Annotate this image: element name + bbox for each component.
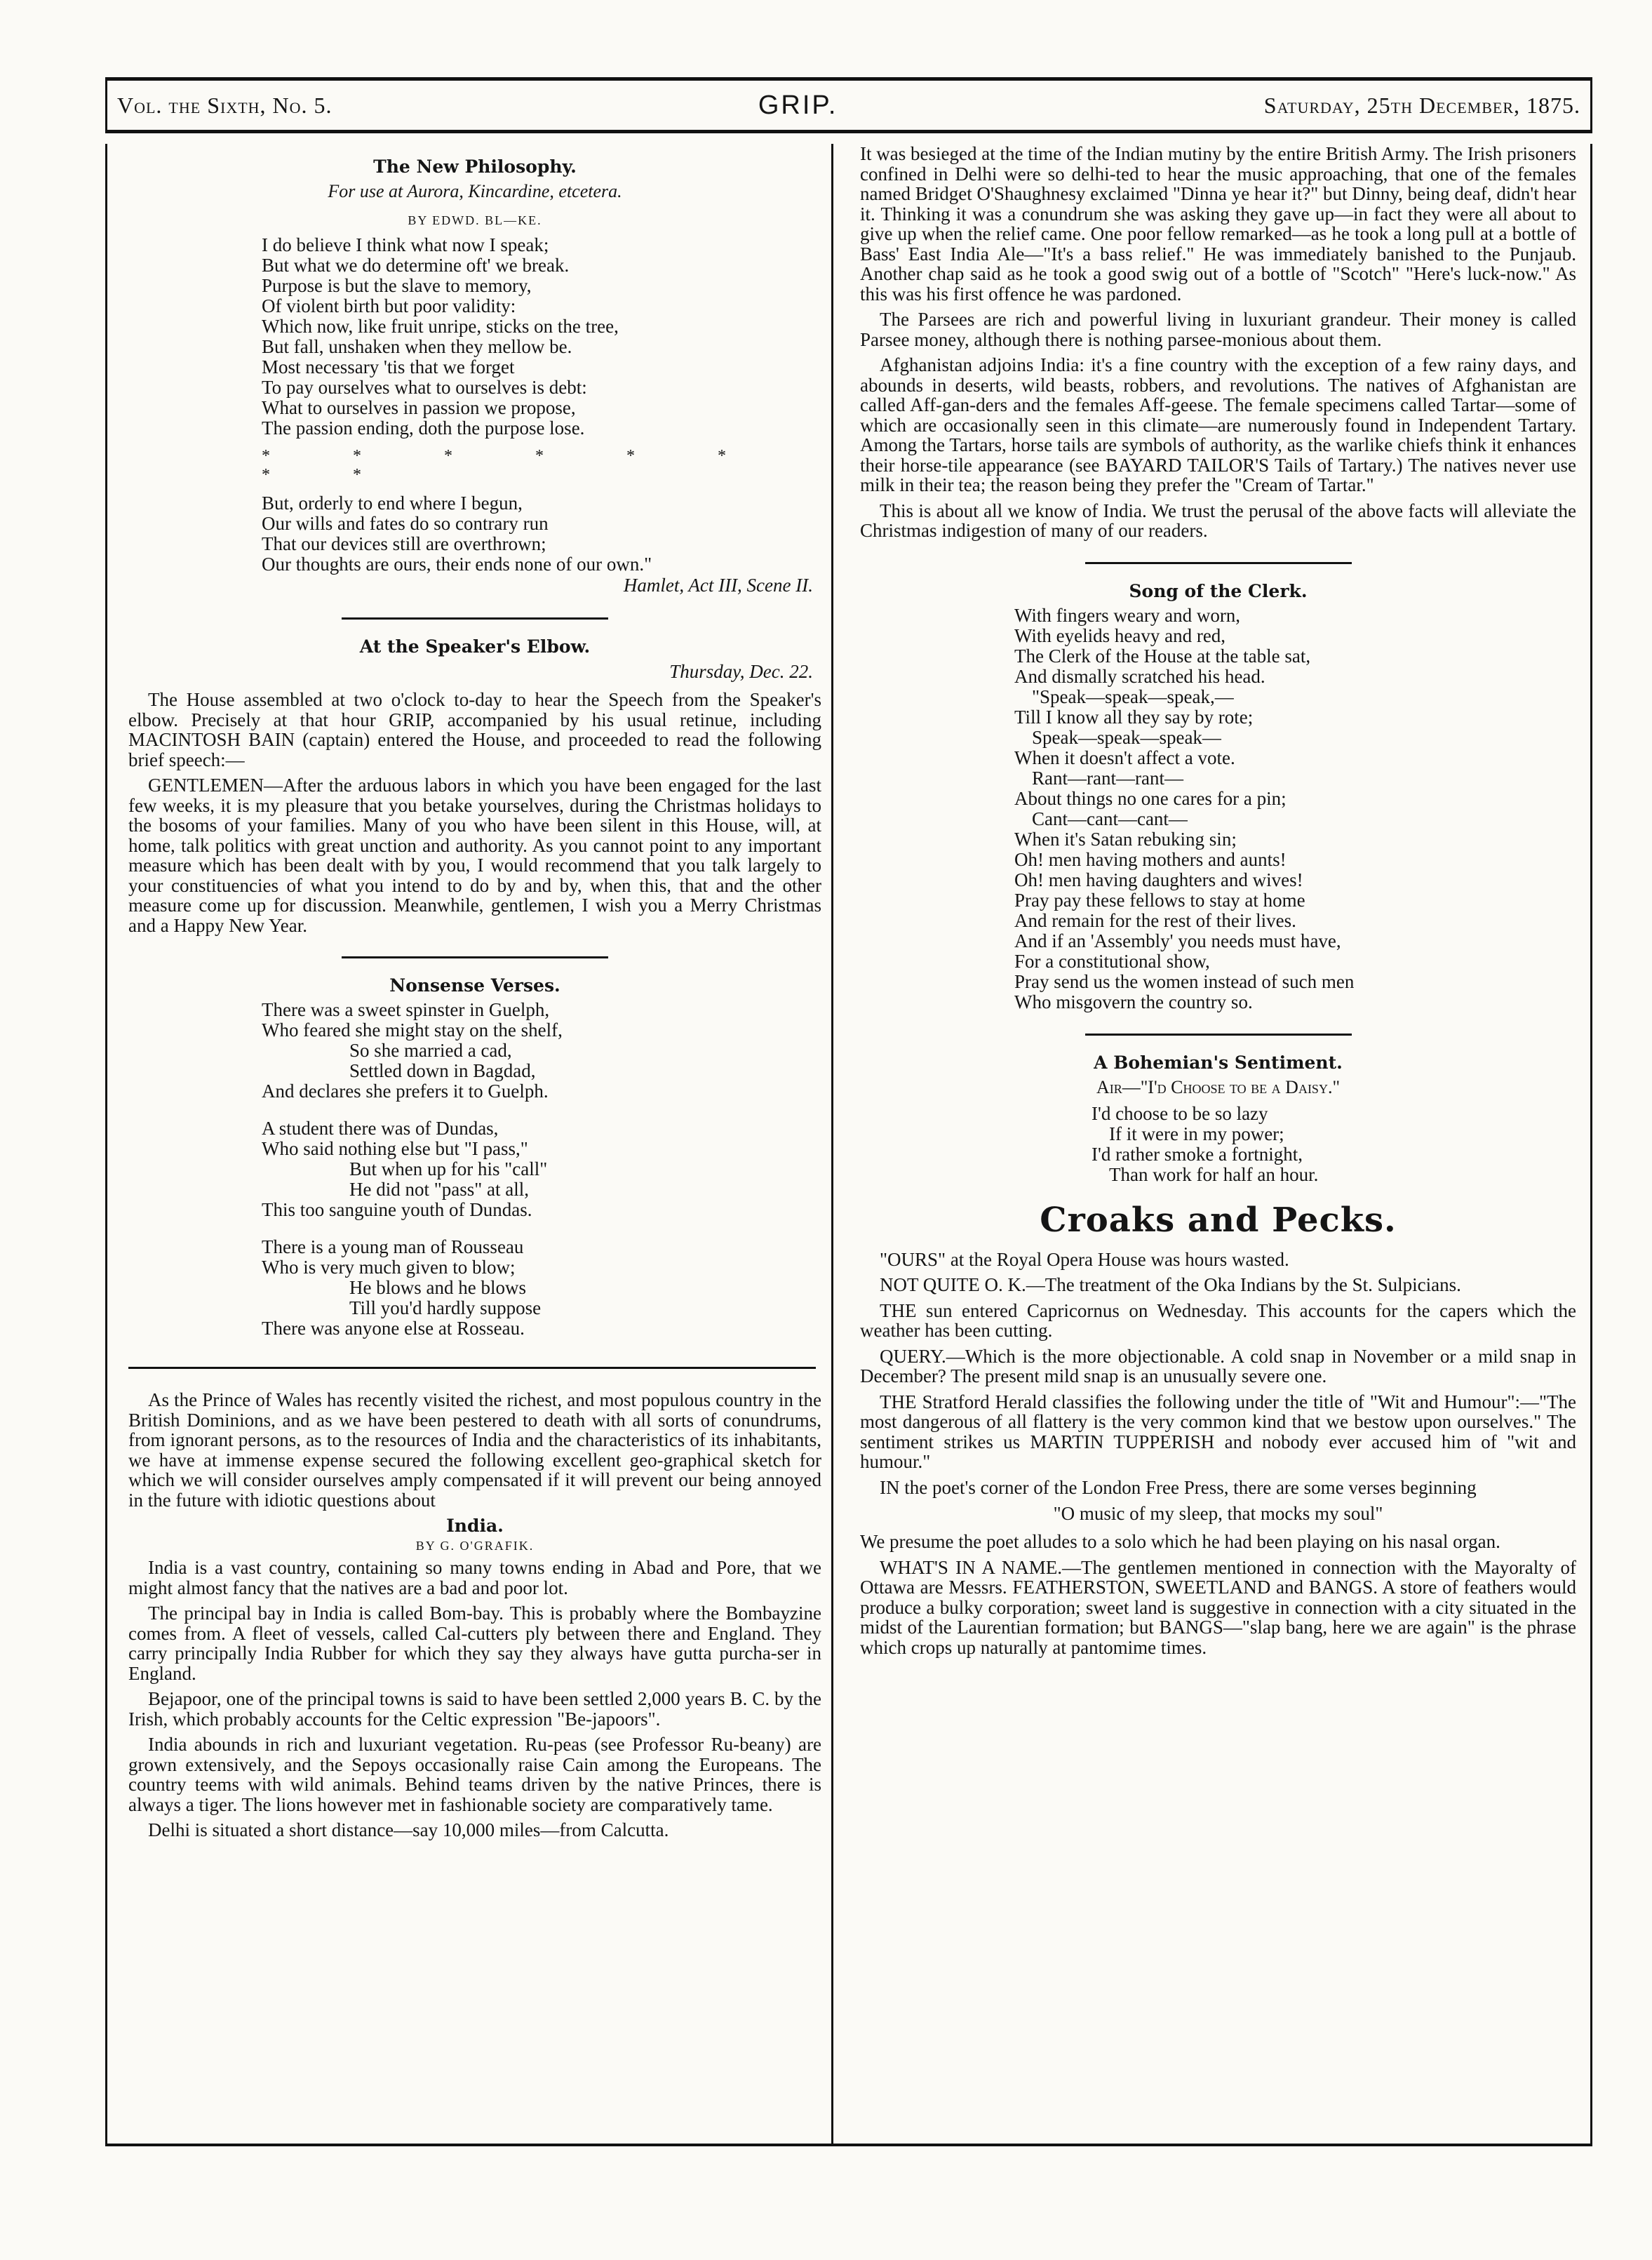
poem-line: Oh! men having mothers and aunts!	[1014, 848, 1287, 870]
bohemian-poem	[860, 1104, 1576, 1185]
poem-line: Pray send us the women instead of such men	[1014, 970, 1355, 992]
croaks-paragraph: "OURS" at the Royal Opera House was hours wasted.	[880, 1248, 1289, 1270]
poem-line: I'd choose to be so lazy	[1092, 1102, 1268, 1124]
poem-line: But fall, unshaken when they mellow be.	[262, 336, 572, 357]
poem-line: I'd rather smoke a fortnight,	[1092, 1143, 1303, 1165]
poem-line: When it doesn't affect a vote.	[1014, 747, 1235, 768]
masthead	[105, 77, 1592, 133]
croaks-paragraph: QUERY.—Which is the more objectionable. A cold snap in November or a mild snap in December? The present mild snap is an unusually severe one.	[860, 1345, 1576, 1386]
clerk-title: Song of the Clerk.	[1129, 580, 1308, 601]
poem-line: With eyelids heavy and red,	[1014, 624, 1226, 646]
poem-line: And dismally scratched his head.	[1014, 665, 1265, 687]
india-paragraph: The principal bay in India is called Bom-bay. This is probably where the Bombayzine comes from. A fleet of vessels, called Cal-cutters ply between there and England. They carry principally India Rubber for which they say they always have gutta purcha-ser in England.	[128, 1603, 821, 1684]
poem-line: Who misgovern the country so.	[1014, 991, 1253, 1012]
speaker-paragraph: GENTLEMEN—After the arduous labors in which you have been engaged for the last few weeks, it is my pleasure that you betake yourselves, during the Christmas holidays to the bosoms of your families. Many of you who have been silent in this House, will, at home, talk politics with great unction and authority. As you cannot point to any important measure which has been dealt with by you, I would recommend that you talk largely to your constituencies of what you intend to do by and by, when this, that and the other measure come up for discussion. Meanwhile, gentlemen, I wish you a Merry Christmas and a Happy New Year.	[128, 775, 821, 936]
poem-line: Speak—speak—speak—	[1032, 726, 1221, 748]
left-column	[105, 144, 831, 2144]
poem-line: Purpose is but the slave to memory,	[262, 275, 532, 296]
india-paragraph: India is a vast country, containing so many towns ending in Abad and Pore, that we might almost fancy that the natives are a bad and poor lot.	[128, 1557, 821, 1598]
poem-line: But what we do determine oft' we break.	[262, 255, 570, 276]
india-paragraph: This is about all we know of India. We trust the perusal of the above facts will alleviate the Christmas indigestion of many of our readers.	[860, 500, 1576, 541]
limerick-guelph	[128, 1000, 821, 1102]
philosophy-byline: BY EDWD. BL—KE.	[408, 213, 542, 227]
limerick-rousseau	[128, 1237, 821, 1339]
section-divider	[1085, 1034, 1352, 1036]
poem-line: When it's Satan rebuking sin;	[1014, 828, 1237, 850]
poem-line: Rant—rant—rant—	[1032, 767, 1183, 789]
poem-line: He blows and he blows	[349, 1277, 526, 1298]
philosophy-stanza-2	[128, 493, 821, 575]
croaks-paragraph: NOT QUITE O. K.—The treatment of the Oka Indians by the St. Sulpicians.	[880, 1274, 1461, 1295]
poem-line: To pay ourselves what to ourselves is debt:	[262, 377, 587, 398]
poem-line: Our wills and fates do so contrary run	[262, 513, 549, 534]
poem-line: If it were in my power;	[1109, 1123, 1284, 1144]
speaker-paragraph: The House assembled at two o'clock to-day to hear the Speech from the Speaker's elbow. Precisely at that hour GRIP, accompanied by his usual retinue, including MACINTOSH BAIN (captain) entered the House, and proceeded to read the following brief speech:—	[128, 689, 821, 770]
section-divider	[342, 956, 608, 958]
poem-line: Our thoughts are ours, their ends none of our own."	[262, 554, 652, 575]
croaks-paragraph: IN the poet's corner of the London Free Press, there are some verses beginning	[880, 1476, 1477, 1498]
poem-line: Which now, like fruit unripe, sticks on the tree,	[262, 316, 619, 337]
poem-line: Who said nothing else but "I pass,"	[262, 1138, 528, 1159]
poem-line: About things no one cares for a pin;	[1014, 787, 1287, 809]
paper-title: GRIP.	[758, 90, 838, 120]
poem-line: And remain for the rest of their lives.	[1014, 909, 1296, 931]
poem-line: And if an 'Assembly' you needs must have,	[1014, 930, 1341, 951]
poem-line: Oh! men having daughters and wives!	[1014, 869, 1303, 890]
issue-date: Saturday, 25th December, 1875.	[1263, 92, 1580, 118]
poem-line: The Clerk of the House at the table sat,	[1014, 645, 1311, 667]
poem-line: Settled down in Bagdad,	[349, 1060, 536, 1081]
poem-line: What to ourselves in passion we propose,	[262, 397, 576, 418]
poem-line: But when up for his "call"	[349, 1158, 548, 1179]
newspaper-page	[105, 77, 1592, 2133]
volume-label: Vol. the Sixth, No. 5.	[117, 92, 333, 118]
poem-line: That our devices still are overthrown;	[262, 533, 546, 554]
verse-quote: "O music of my sleep, that mocks my soul"	[1053, 1503, 1383, 1524]
poem-line: There was anyone else at Rosseau.	[262, 1318, 525, 1339]
nonsense-title: Nonsense Verses.	[389, 975, 560, 996]
india-intro: As the Prince of Wales has recently visited the richest, and most populous country in the British Dominions, and as we have been pestered to death with all sorts of conundrums, from ignorant persons, as to the resources of India and the characteristics of its inhabitants, we have at immense expense secured the following excellent geo-graphical sketch for which we will consider ourselves amply compensated if it will prevent our being annoyed in the future with idiotic questions about	[128, 1389, 821, 1511]
right-column	[831, 144, 1592, 2144]
poem-line: And declares she prefers it to Guelph.	[262, 1081, 549, 1102]
poem-line: A student there was of Dundas,	[262, 1118, 499, 1139]
india-paragraph: Afghanistan adjoins India: it's a fine country with the exception of a few rainy days, and abounds in deserts, wild beasts, robbers, and revolutions. The natives of Afghanistan are called Aff-gan-ders and the females Aff-geese. The female specimens called Tartar—some of which are occasionally seen in this climate—are numerously found in Independent Tartary. Among the Tartars, horse tails are symbols of authority, as the warlike chiefs think it enhances their horse-tile appearance (see BAYARD TAILOR'S Tails of Tartary.) The natives never use milk in their tea; the reason being they prefer the "Cream of Tartar."	[860, 354, 1576, 495]
india-byline: BY G. O'GRAFIK.	[415, 1539, 535, 1553]
india-paragraph: India abounds in rich and luxuriant vegetation. Ru-peas (see Professor Ru-beany) are grown extensively, and the Sepoys occasionally raise Cain among the Europeans. The country teems with wild animals. Behind teams driven by the native Princes, there is always a tiger. The lions however met in fashionable society are comparatively tame.	[128, 1734, 821, 1815]
india-title: India.	[446, 1516, 504, 1536]
poem-line: There was a sweet spinster in Guelph,	[262, 999, 550, 1020]
philosophy-subtitle: For use at Aurora, Kincardine, etcetera.	[328, 181, 622, 201]
croaks-items	[860, 1250, 1576, 1498]
speaker-title: At the Speaker's Elbow.	[359, 636, 591, 657]
poem-line: Cant—cant—cant—	[1032, 808, 1188, 829]
poem-line: For a constitutional show,	[1014, 950, 1210, 972]
poem-line: Of violent birth but poor validity:	[262, 295, 516, 316]
philosophy-attribution: Hamlet, Act III, Scene II.	[623, 575, 813, 596]
limerick-dundas	[128, 1118, 821, 1220]
poem-line: I do believe I think what now I speak;	[262, 234, 549, 255]
poem-line: There is a young man of Rousseau	[262, 1236, 524, 1257]
croaks-title: Croaks and Pecks.	[1040, 1200, 1397, 1240]
clerk-poem	[860, 606, 1576, 1012]
poem-line: Most necessary 'tis that we forget	[262, 356, 515, 377]
poem-line: Than work for half an hour.	[1109, 1163, 1319, 1185]
section-divider	[342, 617, 608, 620]
india-paragraph: It was besieged at the time of the Indian mutiny by the entire British Army. The Irish prisoners confined in Delhi were so delhi-ted to hear the music approaching, that one of the females named Bridget O'Shaughnesy exclaimed "Dinna ye hear it?" but Dinny, being deaf, didn't hear it. Thinking it was a conundrum she was asking they gave up—in fact they were all about to give up when the relief came. One poor fellow remarked—as he took a long pull at a bottle of Bass' East India Ale—"It's a bass relief." He was immediately banished to the Punjaub. Another chap said as he took a good swig out of a bottle of "Scotch" "Here's luck-now." As this was his first offence he was pardoned.	[860, 143, 1576, 305]
bohemian-title: A Bohemian's Sentiment.	[1094, 1052, 1343, 1073]
philosophy-stanza-1	[128, 235, 821, 439]
croaks-paragraph: WHAT'S IN A NAME.—The gentlemen mentioned in connection with the Mayoralty of Ottawa are Messrs. FEATHERSTON, SWEETLAND and BANGS. A store of feathers would produce a bulky corporation; sweet land is suggestive in connection with a city situated in the midst of the Laurentian formation; but BANGS—"slap bang, here we are again" is the phrase which crops up naturally at pantomime times.	[860, 1556, 1576, 1658]
asterism: * * * * * * * *	[262, 447, 765, 484]
poem-line: Who is very much given to blow;	[262, 1257, 516, 1278]
croaks-paragraph: THE Stratford Herald classifies the following under the title of "Wit and Humour":—"The most dangerous of all flattery is the very common kind that we bestow upon ourselves." The sentiment strikes us MARTIN TUPPERISH and nobody ever accused him of "wit and humour."	[860, 1391, 1576, 1472]
section-divider	[128, 1367, 816, 1369]
philosophy-title: The New Philosophy.	[373, 156, 577, 177]
india-paragraph: Bejapoor, one of the principal towns is said to have been settled 2,000 years B. C. by the Irish, which probably accounts for the Celtic expression "Be-japoors".	[128, 1688, 821, 1730]
poem-line: So she married a cad,	[349, 1040, 512, 1061]
poem-line: But, orderly to end where I begun,	[262, 493, 523, 514]
speaker-dateline: Thursday, Dec. 22.	[669, 661, 813, 682]
section-divider	[1085, 562, 1352, 564]
poem-line: "Speak—speak—speak,—	[1032, 686, 1234, 707]
poem-line: Till I know all they say by rote;	[1014, 706, 1254, 728]
croaks-paragraph: THE sun entered Capricornus on Wednesday. This accounts for the capers which the weather has been cutting.	[860, 1299, 1576, 1341]
poem-line: The passion ending, doth the purpose lose.	[262, 417, 585, 439]
india-paragraph: The Parsees are rich and powerful living in luxuriant grandeur. Their money is called Parsee money, although there is nothing parsee-monious about them.	[860, 309, 1576, 350]
poem-line: This too sanguine youth of Dundas.	[262, 1199, 532, 1220]
bohemian-air: Air—"I'd Choose to be a Daisy."	[1096, 1076, 1341, 1097]
poem-line: Till you'd hardly suppose	[349, 1297, 542, 1318]
poem-line: Pray pay these fellows to stay at home	[1014, 889, 1305, 911]
poem-line: He did not "pass" at all,	[349, 1179, 529, 1200]
india-paragraph: Delhi is situated a short distance—say 10,000 miles—from Calcutta.	[148, 1819, 669, 1840]
croaks-paragraph: We presume the poet alludes to a solo which he had been playing on his nasal organ.	[860, 1531, 1500, 1552]
poem-line: Who feared she might stay on the shelf,	[262, 1019, 563, 1041]
poem-line: With fingers weary and worn,	[1014, 604, 1241, 626]
bottom-rule	[105, 2144, 1592, 2146]
